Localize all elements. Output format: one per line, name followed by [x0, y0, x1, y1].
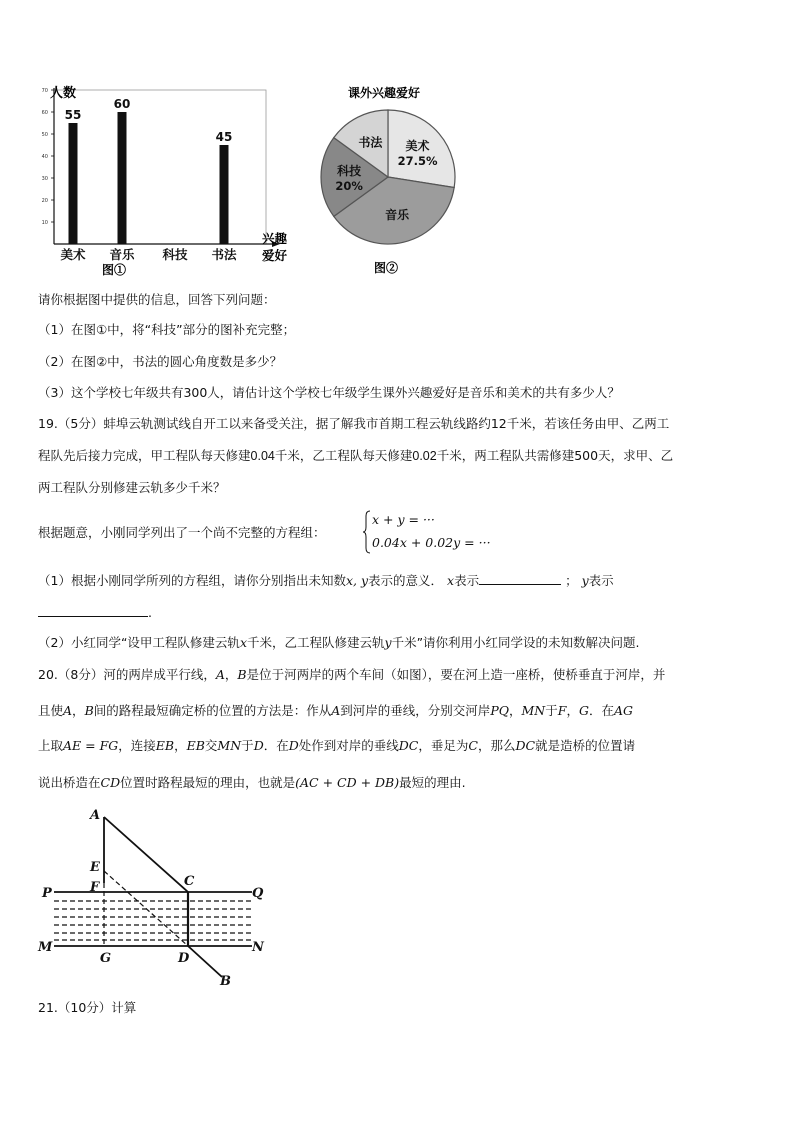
label-c: C [184, 874, 195, 889]
label-e: E [90, 860, 100, 875]
y-tick-label: 30 [41, 176, 48, 182]
bar-chart [30, 80, 300, 280]
y-tick-label: 10 [41, 220, 48, 226]
pie-slice-label: 美术 [405, 138, 430, 153]
q21-title: 21.（10分）计算 [38, 1000, 137, 1015]
bar-1 [118, 112, 127, 244]
pie-slice-label: 书法 [358, 135, 383, 150]
pie-chart [312, 80, 472, 280]
q19-line4: 根据题意，小刚同学列出了一个尚不完整的方程组： [38, 525, 326, 540]
q18-part1: （1）在图①中，将“科技”部分的图补充完整； [38, 322, 296, 337]
category-label: 科技 [162, 247, 188, 262]
label-p: P [42, 886, 52, 901]
pie-caption: 图② [374, 261, 399, 275]
q20-line2: 且使A，B间的路程最短确定桥的位置的方法是：作从A到河岸的垂线，分别交河岸PQ，MN于F，G．在AG [38, 703, 633, 718]
label-q: Q [252, 886, 264, 901]
q20-line4: 说出桥造在CD位置时路程最短的理由，也就是(AC + CD + DB)最短的理由. [38, 775, 466, 790]
q19-line2: 程队先后接力完成，甲工程队每天修建0.04千米，乙工程队每天修建0.02千米，两工程队共需修建500天，求甲、乙 [38, 448, 674, 463]
y-tick-label: 40 [41, 154, 48, 160]
brace-icon [362, 510, 372, 554]
bar-value-label: 55 [64, 108, 82, 122]
pie-slice-label: 科技 [337, 164, 362, 178]
q19-line3: 两工程队分别修建云轨多少千米？ [38, 480, 226, 495]
plot-frame [54, 90, 266, 244]
bars [60, 97, 237, 262]
q20-line1: 20.（8分）河的两岸成平行线，A，B是位于河两岸的两个车间（如图），要在河上造一座桥，使桥垂直于河岸，并 [38, 667, 666, 682]
y-tick-label: 20 [41, 198, 48, 204]
pie-slices [321, 110, 455, 244]
q19-part2: （2）小红同学“设甲工程队修建云轨x千米，乙工程队修建云轨y千米”请你利用小红同学设的未知数解决问题. [38, 635, 640, 650]
pie-slice-percent: 20% [335, 179, 363, 193]
bar-value-label: 60 [113, 97, 131, 111]
pie-slice-percent: 27.5% [397, 153, 438, 168]
y-tick-label: 60 [41, 110, 48, 116]
label-d: D [178, 951, 190, 966]
y-ticks [42, 88, 54, 226]
category-label: 书法 [211, 247, 237, 262]
pie-slice-label: 音乐 [385, 207, 410, 222]
q18-part2: （2）在图②中，书法的圆心角度数是多少？ [38, 354, 283, 369]
bridge-figure [30, 805, 280, 995]
answer-blank-x[interactable] [479, 571, 561, 585]
label-m: M [38, 940, 53, 955]
q20-line3: 上取AE = FG，连接EB，EB交MN于D．在D处作到对岸的垂线DC，垂足为C，那么DC就是造桥的位置请 [38, 738, 636, 753]
q18-intro: 请你根据图中提供的信息，回答下列问题： [38, 292, 276, 307]
label-a: A [90, 808, 101, 823]
segment-db [188, 946, 222, 977]
pie-title: 课外兴趣爱好 [348, 86, 421, 100]
equation-system [362, 510, 502, 554]
q18-part3: （3）这个学校七年级共有300人，请估计这个学校七年级学生课外兴趣爱好是音乐和美术的共有多少人？ [38, 385, 620, 400]
q19-part1-cont: . [38, 603, 152, 621]
label-g: G [100, 951, 112, 966]
x-axis-label-line1: 兴趣 [262, 232, 288, 246]
y-axis-label: 人数 [50, 85, 77, 100]
category-label: 音乐 [109, 247, 135, 262]
label-n: N [252, 940, 264, 955]
equation-2: 0.04x + 0.02y = ··· [372, 535, 491, 550]
bar-0 [69, 123, 78, 244]
bar-3 [220, 145, 229, 244]
label-b: B [220, 974, 231, 989]
x-axis-label-line2: 爱好 [262, 249, 288, 263]
y-tick-label: 70 [41, 88, 48, 94]
y-tick-label: 50 [41, 132, 48, 138]
answer-blank-y[interactable] [38, 603, 148, 617]
bar-chart-caption: 图① [102, 263, 127, 277]
q19-line1: 19.（5分）蚌埠云轨测试线自开工以来备受关注，据了解我市首期工程云轨线路约12千米，若该任务由甲、乙两工 [38, 416, 670, 431]
bar-value-label: 45 [215, 130, 233, 144]
equation-1: x + y = ··· [372, 512, 435, 527]
segment-ac [104, 817, 188, 892]
label-f: F [90, 880, 100, 895]
category-label: 美术 [60, 247, 86, 262]
q19-part1: （1）根据小刚同学所列的方程组，请你分别指出未知数x, y表示的意义． x表示 ； y表示 [38, 573, 614, 588]
